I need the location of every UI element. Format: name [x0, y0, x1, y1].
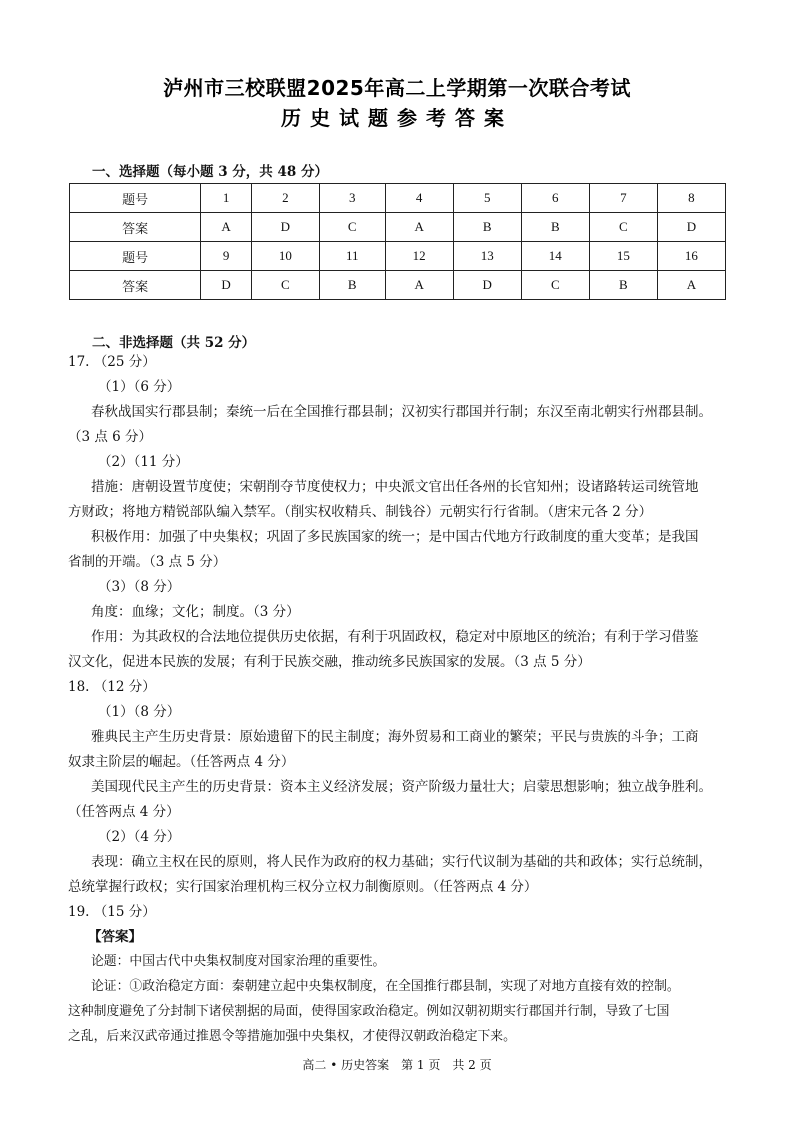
table-cell: 12	[385, 242, 453, 271]
table-cell: 题号	[70, 242, 201, 271]
page-footer: 高二 • 历史答案 第 1 页 共 2 页	[302, 1058, 492, 1072]
table-cell: D	[201, 271, 252, 300]
answer-line: 这种制度避免了分封制下诸侯割据的局面，使得国家政治稳定。例如汉朝初期实行郡国并行制，导致了七国	[68, 1004, 670, 1019]
table-cell: C	[251, 271, 319, 300]
table-cell: C	[521, 271, 589, 300]
page-title: 泸州市三校联盟2025年高二上学期第一次联合考试	[163, 76, 631, 100]
table-cell: 14	[521, 242, 589, 271]
table-cell: 10	[251, 242, 319, 271]
answer-line: （任答两点 4 分）	[68, 804, 180, 820]
answer-line: 论题：中国古代中央集权制度对国家治理的重要性。	[91, 954, 386, 969]
answer-table	[69, 183, 726, 300]
table-row	[70, 271, 726, 300]
answer-label: 【答案】	[88, 929, 142, 945]
answer-line: 省制的开端。（3 点 5 分）	[68, 554, 227, 570]
table-cell: 9	[201, 242, 252, 271]
table-cell: D	[657, 213, 725, 242]
table-cell: 11	[319, 242, 385, 271]
subquestion-heading: （1）（8 分）	[98, 704, 181, 720]
answer-line: （3 点 6 分）	[68, 429, 153, 445]
table-cell: 2	[251, 184, 319, 213]
question-heading: 18. （12 分）	[68, 679, 156, 695]
page-subtitle: 历史试题参考答案	[281, 106, 513, 130]
table-cell: C	[589, 213, 657, 242]
table-cell: 3	[319, 184, 385, 213]
answer-line: 之乱，后来汉武帝通过推恩令等措施加强中央集权，才使得汉朝政治稳定下来。	[68, 1029, 516, 1044]
subquestion-heading: （3）（8 分）	[98, 579, 181, 595]
table-row	[70, 213, 726, 242]
answer-line: 雅典民主产生历史背景：原始遗留下的民主制度；海外贸易和工商业的繁荣；平民与贵族的斗争；工商	[91, 729, 699, 745]
answer-line: 积极作用：加强了中央集权；巩固了多民族国家的统一；是中国古代地方行政制度的重大变革；是我国	[91, 529, 699, 545]
table-cell: 6	[521, 184, 589, 213]
table-cell: D	[251, 213, 319, 242]
table-cell: B	[453, 213, 521, 242]
table-cell: 4	[385, 184, 453, 213]
table-cell: D	[453, 271, 521, 300]
answer-line: 表现：确立主权在民的原则，将人民作为政府的权力基础；实行代议制为基础的共和政体；实行总统制，	[91, 854, 712, 870]
answer-line: 方财政；将地方精锐部队编入禁军。（削实权收精兵、制钱谷）元朝实行行省制。（唐宋元各 2 分）	[68, 504, 653, 520]
section-heading-essay: 二、非选择题（共 52 分）	[92, 335, 256, 351]
table-cell: B	[319, 271, 385, 300]
subquestion-heading: （1）（6 分）	[98, 379, 181, 395]
answer-line: 作用：为其政权的合法地位提供历史依据，有利于巩固政权，稳定对中原地区的统治；有利于学习借鉴	[91, 629, 699, 645]
answer-line: 措施：唐朝设置节度使；宋朝削夺节度使权力；中央派文官出任各州的长官知州；设诸路转运司统管地	[91, 479, 699, 495]
table-cell: 1	[201, 184, 252, 213]
table-cell: 16	[657, 242, 725, 271]
table-cell: 答案	[70, 213, 201, 242]
table-row	[70, 242, 726, 271]
table-cell: 5	[453, 184, 521, 213]
answer-line: 角度：血缘；文化；制度。（3 分）	[91, 604, 300, 620]
answer-line: 汉文化，促进本民族的发展；有利于民族交融，推动统多民族国家的发展。（3 点 5 分）	[68, 654, 591, 670]
answer-line: 美国现代民主产生的历史背景：资本主义经济发展；资产阶级力量壮大；启蒙思想影响；独立战争胜利。	[91, 779, 712, 795]
table-cell: B	[521, 213, 589, 242]
answer-line: 总统掌握行政权；实行国家治理机构三权分立权力制衡原则。（任答两点 4 分）	[68, 879, 538, 895]
section-heading-choice: 一、选择题（每小题 3 分，共 48 分）	[92, 164, 328, 180]
subquestion-heading: （2）（11 分）	[98, 454, 189, 470]
table-cell: A	[201, 213, 252, 242]
answer-line: 奴隶主阶层的崛起。（任答两点 4 分）	[68, 754, 295, 770]
table-cell: A	[385, 271, 453, 300]
question-heading: 19. （15 分）	[68, 904, 156, 920]
answer-line: 春秋战国实行郡县制；秦统一后在全国推行郡县制；汉初实行郡国并行制；东汉至南北朝实行州郡县制。	[91, 404, 712, 420]
question-heading: 17. （25 分）	[68, 354, 156, 370]
table-cell: 13	[453, 242, 521, 271]
table-cell: 题号	[70, 184, 201, 213]
table-cell: 7	[589, 184, 657, 213]
table-cell: 15	[589, 242, 657, 271]
table-row	[70, 184, 726, 213]
table-cell: 答案	[70, 271, 201, 300]
table-cell: 8	[657, 184, 725, 213]
table-cell: A	[385, 213, 453, 242]
subquestion-heading: （2）（4 分）	[98, 829, 181, 845]
table-cell: B	[589, 271, 657, 300]
table-cell: C	[319, 213, 385, 242]
table-cell: A	[657, 271, 725, 300]
answer-line: 论证：①政治稳定方面：秦朝建立起中央集权制度，在全国推行郡县制，实现了对地方直接有效的控制。	[91, 979, 680, 994]
